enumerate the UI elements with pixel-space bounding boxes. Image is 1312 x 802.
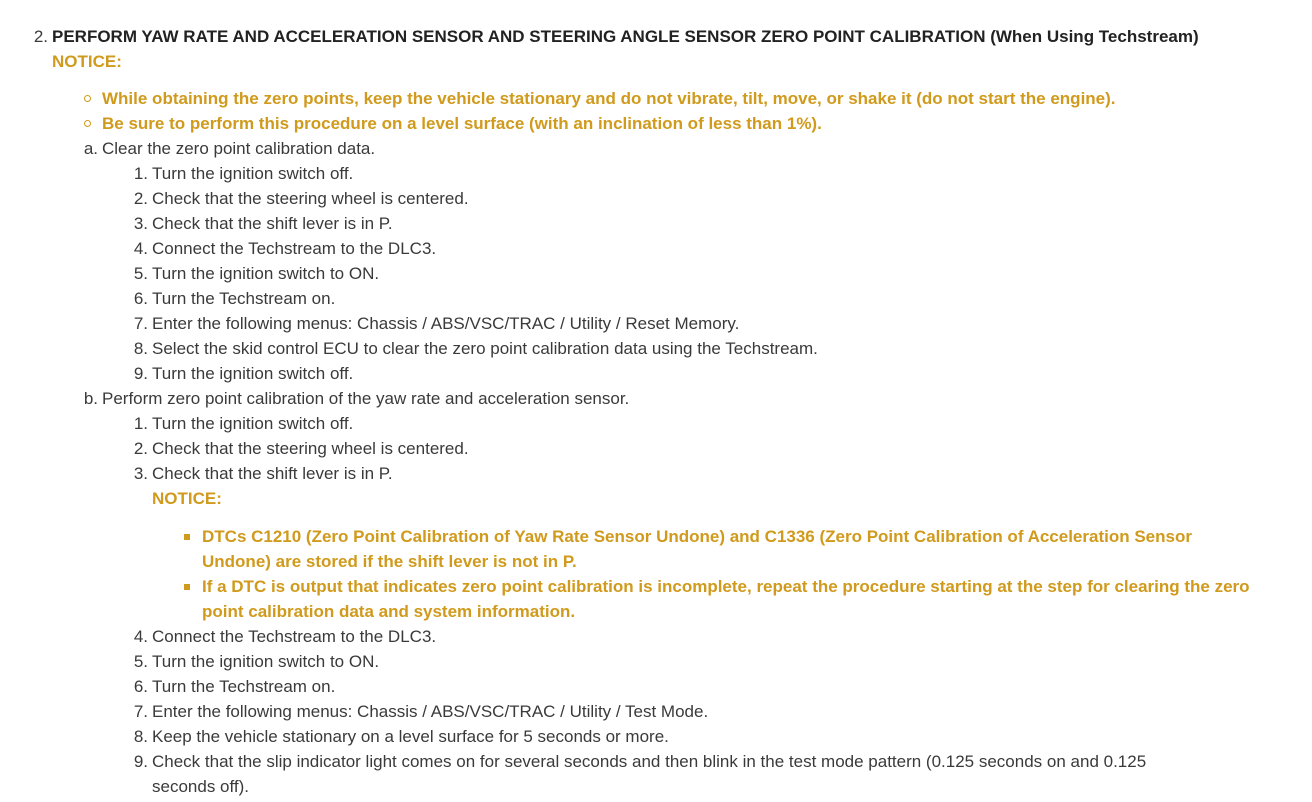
item-number: 1. bbox=[133, 414, 148, 433]
item-text: Connect the Techstream to the DLC3. bbox=[152, 239, 437, 258]
bullet-square-icon bbox=[184, 584, 190, 590]
item-text: Check that the shift lever is in P. bbox=[152, 214, 393, 233]
item-text: Turn the ignition switch off. bbox=[152, 414, 354, 433]
item-text: Keep the vehicle stationary on a level surface for 5 seconds or more. bbox=[152, 727, 669, 746]
item-text: Check that the steering wheel is centered. bbox=[152, 189, 469, 208]
item-number: 3. bbox=[133, 214, 148, 233]
item-text: Enter the following menus: Chassis / ABS/VSC/TRAC / Utility / Test Mode. bbox=[152, 702, 709, 721]
item-number: 8. bbox=[133, 339, 148, 358]
item-number: 9. bbox=[133, 364, 148, 383]
item-number: 6. bbox=[133, 677, 148, 696]
item-text: Turn the ignition switch off. bbox=[152, 364, 354, 383]
item-text: Turn the ignition switch to ON. bbox=[152, 652, 380, 671]
item-text: Turn the Techstream on. bbox=[152, 677, 336, 696]
notice-item: DTCs C1210 (Zero Point Calibration of Yaw Rate Sensor Undone) and C1336 (Zero Point Calibration of Acceleration Sensor bbox=[202, 527, 1192, 546]
notice-label: NOTICE: bbox=[152, 489, 222, 508]
item-number: 2. bbox=[133, 189, 148, 208]
item-text: Connect the Techstream to the DLC3. bbox=[152, 627, 437, 646]
item-number: 6. bbox=[133, 289, 148, 308]
step-title: PERFORM YAW RATE AND ACCELERATION SENSOR AND STEERING ANGLE SENSOR ZERO POINT CALIBRATION (When Using Techstream) bbox=[52, 27, 1199, 46]
notice-label: NOTICE: bbox=[52, 52, 122, 71]
item-number: 1. bbox=[133, 164, 148, 183]
item-text: Turn the ignition switch off. bbox=[152, 164, 354, 183]
section-text: Clear the zero point calibration data. bbox=[102, 139, 376, 158]
bullet-square-icon bbox=[184, 534, 190, 540]
item-text-continuation: seconds off). bbox=[152, 777, 250, 796]
bullet-circle-icon bbox=[84, 120, 91, 127]
section-text: Perform zero point calibration of the yaw rate and acceleration sensor. bbox=[102, 389, 630, 408]
item-text: Check that the slip indicator light comes on for several seconds and then blink in the test mode pattern (0.125 seconds on and 0.125 bbox=[152, 752, 1147, 771]
notice-item-continuation: point calibration data and system information. bbox=[202, 602, 576, 621]
section-marker: b. bbox=[83, 389, 98, 408]
notice-item: While obtaining the zero points, keep the vehicle stationary and do not vibrate, tilt, move, or shake it (do not start the engine). bbox=[102, 89, 1116, 108]
item-text: Turn the Techstream on. bbox=[152, 289, 336, 308]
notice-item: If a DTC is output that indicates zero point calibration is incomplete, repeat the procedure starting at the step for clearing the zero bbox=[202, 577, 1250, 596]
item-number: 2. bbox=[133, 439, 148, 458]
item-number: 9. bbox=[133, 752, 148, 771]
item-number: 3. bbox=[133, 464, 148, 483]
item-text: Enter the following menus: Chassis / ABS/VSC/TRAC / Utility / Reset Memory. bbox=[152, 314, 740, 333]
item-number: 4. bbox=[133, 627, 148, 646]
notice-item-continuation: Undone) are stored if the shift lever is not in P. bbox=[202, 552, 577, 571]
section-marker: a. bbox=[83, 139, 98, 158]
item-number: 5. bbox=[133, 652, 148, 671]
item-number: 8. bbox=[133, 727, 148, 746]
item-number: 7. bbox=[133, 702, 148, 721]
item-text: Turn the ignition switch to ON. bbox=[152, 264, 380, 283]
notice-item: Be sure to perform this procedure on a level surface (with an inclination of less than 1%). bbox=[102, 114, 822, 133]
item-text: Check that the steering wheel is centered. bbox=[152, 439, 469, 458]
item-number: 5. bbox=[133, 264, 148, 283]
item-number: 7. bbox=[133, 314, 148, 333]
bullet-circle-icon bbox=[84, 95, 91, 102]
item-text: Check that the shift lever is in P. bbox=[152, 464, 393, 483]
step-number: 2. bbox=[33, 27, 48, 46]
item-text: Select the skid control ECU to clear the zero point calibration data using the Techstream. bbox=[152, 339, 818, 358]
item-number: 4. bbox=[133, 239, 148, 258]
